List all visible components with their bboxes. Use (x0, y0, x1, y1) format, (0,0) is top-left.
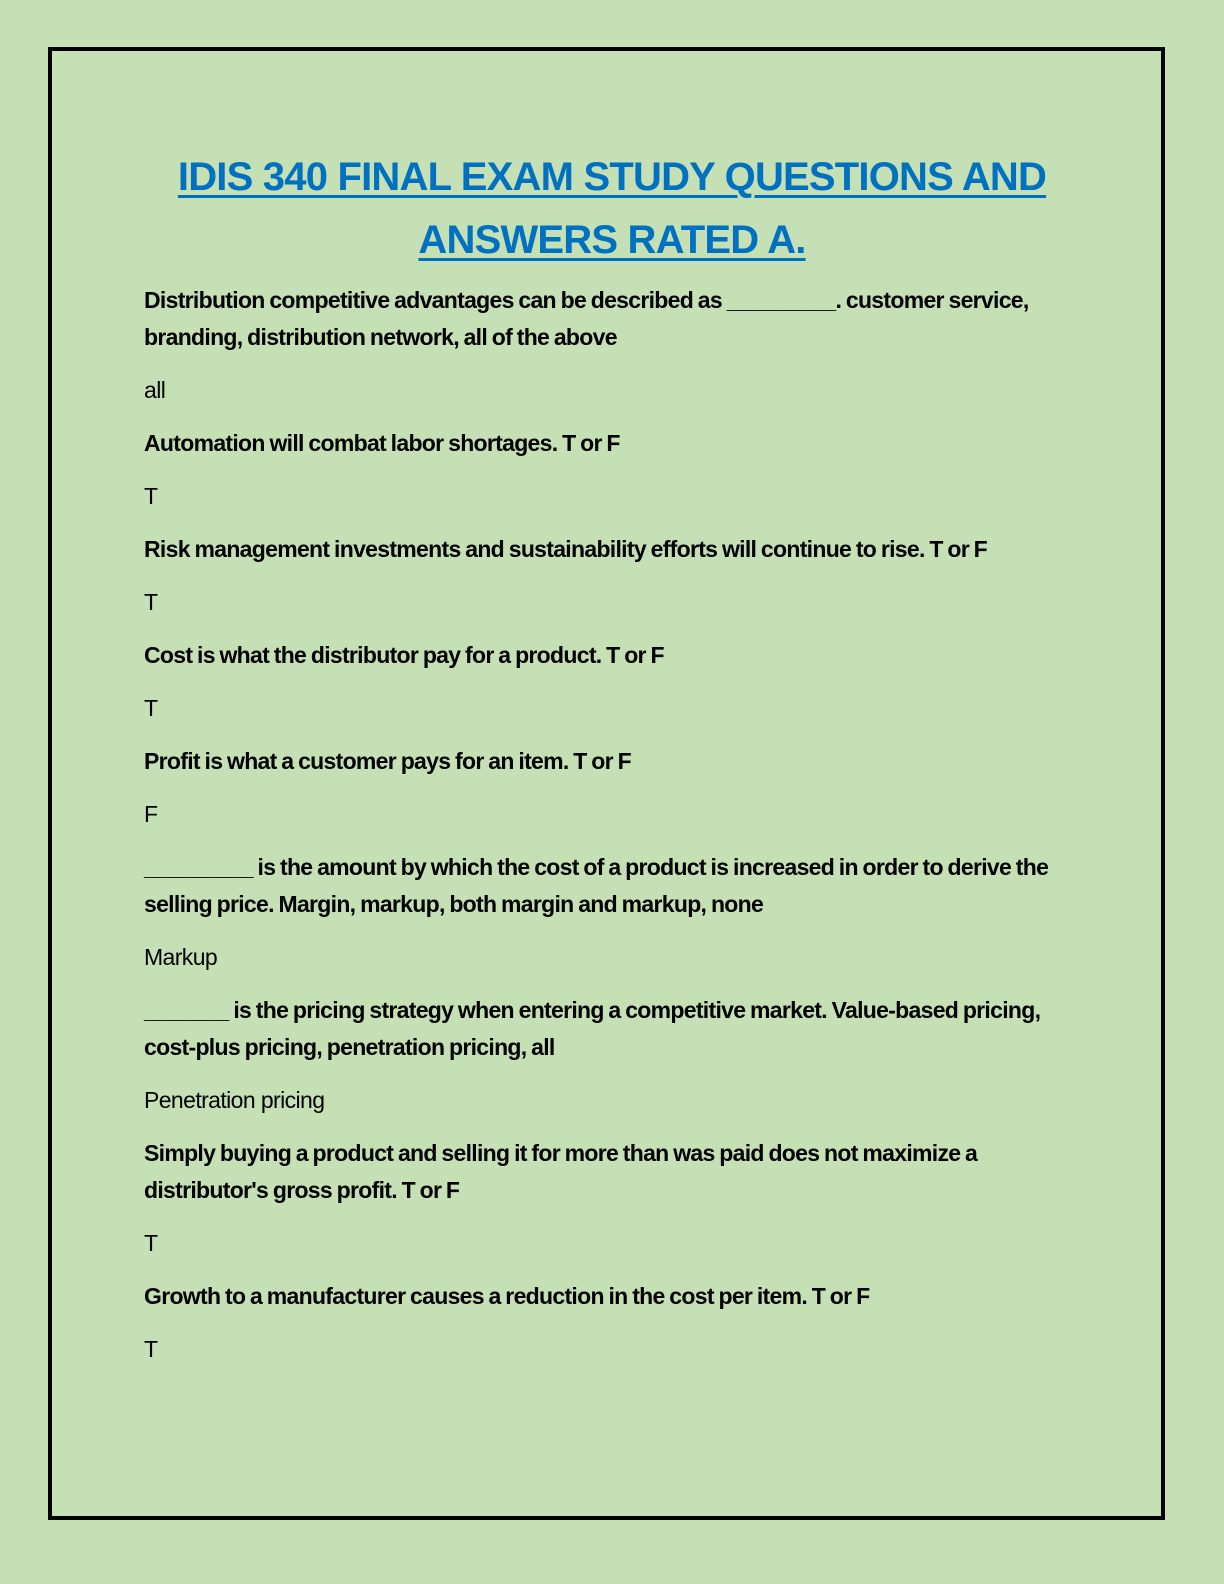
question-6: _________ is the amount by which the cost of a product is increased in order to derive the selling price. Margin, markup, both margin and markup, none (144, 854, 1049, 917)
qa-list (144, 282, 1084, 1384)
title-line-1: IDIS 340 FINAL EXAM STUDY QUESTIONS AND (177, 155, 1047, 199)
question-4: Cost is what the distributor pay for a product. T or F (144, 642, 664, 668)
question-1: Distribution competitive advantages can be described as _________. customer service, branding, distribution network, all of the above (144, 287, 1029, 350)
answer-6: Markup (144, 944, 218, 970)
question-2: Automation will combat labor shortages. T or F (144, 430, 620, 456)
answer-2: T (144, 483, 158, 509)
document-title (120, 146, 1104, 272)
question-5: Profit is what a customer pays for an item. T or F (144, 748, 631, 774)
answer-5: F (144, 801, 158, 827)
answer-7: Penetration pricing (144, 1087, 325, 1113)
answer-4: T (144, 695, 158, 721)
question-3: Risk management investments and sustainability efforts will continue to rise. T or F (144, 536, 988, 562)
question-9: Growth to a manufacturer causes a reduction in the cost per item. T or F (144, 1283, 870, 1309)
question-8: Simply buying a product and selling it for more than was paid does not maximize a distributor's gross profit. T or F (144, 1140, 978, 1203)
answer-8: T (144, 1230, 158, 1256)
answer-9: T (144, 1336, 158, 1362)
title-line-2: ANSWERS RATED A. (418, 218, 806, 262)
answer-1: all (144, 377, 166, 403)
question-7: _______ is the pricing strategy when entering a competitive market. Value-based pricing, cost-plus pricing, penetration pricing, all (144, 997, 1041, 1060)
answer-3: T (144, 589, 158, 615)
